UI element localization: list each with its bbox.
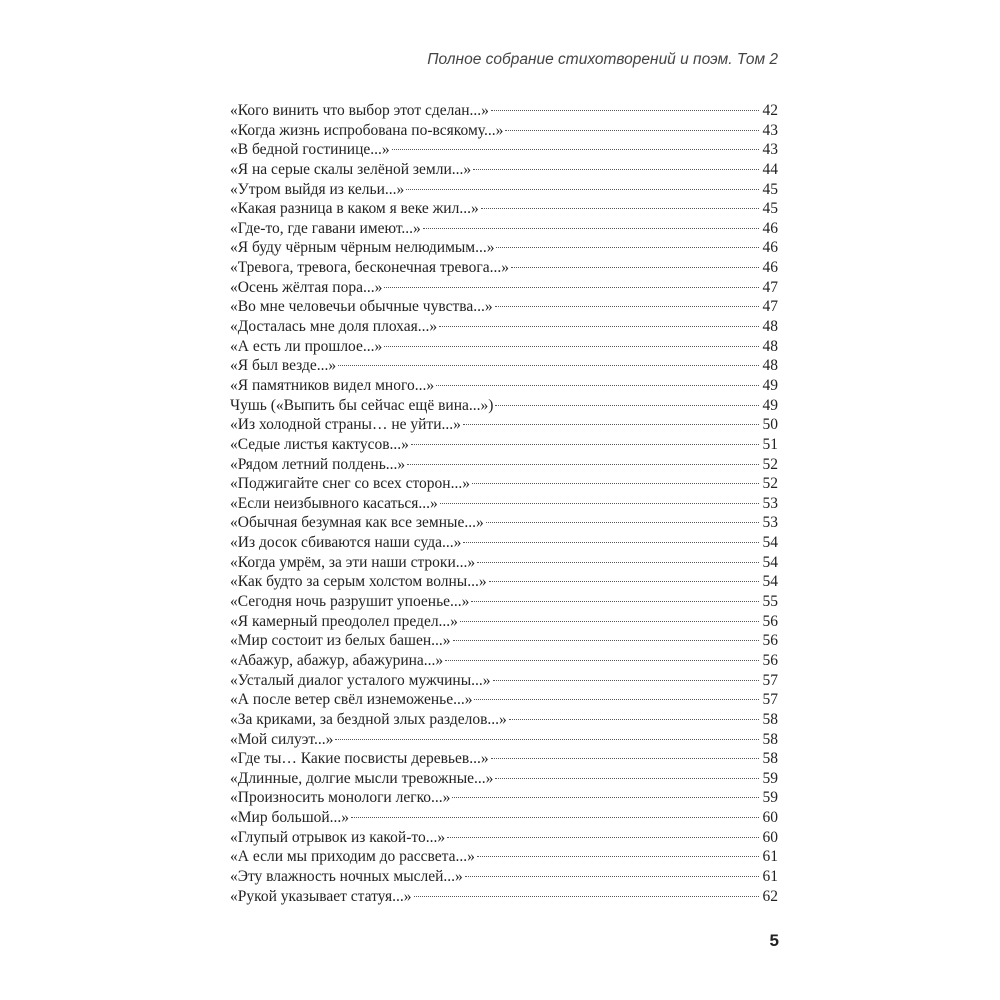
toc-entry (230, 631, 778, 651)
toc-entry-title: «Я буду чёрным чёрным нелюдимым...» (230, 239, 495, 257)
dot-leader (436, 385, 759, 386)
toc-entry-page: 58 (762, 710, 778, 728)
toc-entry (230, 435, 778, 455)
toc-entry-title: «Мир большой...» (230, 809, 350, 827)
toc-entry-page: 59 (762, 789, 778, 807)
toc-entry (230, 455, 778, 475)
toc-entry-page: 50 (762, 416, 778, 434)
toc-entry-title: «Мир состоит из белых башен...» (230, 632, 451, 650)
toc-entry-page: 54 (762, 553, 778, 571)
toc-entry (230, 297, 778, 317)
toc-entry (230, 749, 778, 769)
toc-entry-page: 60 (762, 828, 778, 846)
dot-leader (447, 837, 759, 838)
toc-entry (230, 671, 778, 691)
toc-entry-page: 58 (762, 750, 778, 768)
toc-entry (230, 494, 778, 514)
running-header: Полное собрание стихотворений и поэм. Том 2 (427, 51, 778, 68)
dot-leader (477, 856, 759, 857)
toc-entry-page: 57 (762, 671, 778, 689)
dot-leader (474, 699, 759, 700)
toc-entry-title: «Когда умрём, за эти наши строки...» (230, 553, 476, 571)
toc-entry-page: 48 (762, 357, 778, 375)
dot-leader (384, 346, 759, 347)
toc-entry-title: «Обычная безумная как все земные...» (230, 514, 484, 532)
toc-entry-page: 53 (762, 494, 778, 512)
dot-leader (414, 896, 759, 897)
toc-entry-title: «Абажур, абажур, абажурина...» (230, 651, 444, 669)
dot-leader (505, 130, 759, 131)
toc-entry-page: 46 (762, 239, 778, 257)
toc-entry-title: «Утром выйдя из кельи...» (230, 180, 405, 198)
toc-entry-page: 56 (762, 612, 778, 630)
toc-entry-page: 56 (762, 632, 778, 650)
toc-entry-page: 57 (762, 691, 778, 709)
toc-entry-title: «Я был везде...» (230, 357, 337, 375)
toc-entry-title: «Какая разница в каком я веке жил...» (230, 200, 479, 218)
toc-entry-title: «А есть ли прошлое...» (230, 337, 383, 355)
toc-entry-title: «Как будто за серым холстом волны...» (230, 573, 487, 591)
toc-entry-title: «За криками, за бездной злых разделов...» (230, 710, 507, 728)
toc-entry (230, 847, 778, 867)
toc-entry-page: 53 (762, 514, 778, 532)
toc-entry-title: «Если неизбывного касаться...» (230, 494, 438, 512)
toc-entry-page: 61 (762, 867, 778, 885)
toc-entry-page: 62 (762, 887, 778, 905)
toc-entry-page: 45 (762, 180, 778, 198)
toc-entry-title: «Поджигайте снег со всех сторон...» (230, 475, 470, 493)
toc-entry-title: «Я камерный преодолел предел...» (230, 612, 458, 630)
dot-leader (465, 876, 759, 877)
dot-leader (477, 562, 759, 563)
toc-entry (230, 710, 778, 730)
toc-entry-page: 47 (762, 278, 778, 296)
toc-entry-title: «Длинные, долгие мысли тревожные...» (230, 769, 494, 787)
dot-leader (463, 542, 759, 543)
toc-entry (230, 238, 778, 258)
dot-leader (509, 719, 759, 720)
toc-entry-title: «Кого винить что выбор этот сделан...» (230, 102, 489, 119)
toc-entry-title: «Я на серые скалы зелёной земли...» (230, 160, 472, 178)
toc-entry-title: «Из холодной страны… не уйти...» (230, 416, 461, 434)
toc-entry-page: 61 (762, 848, 778, 866)
toc-entry (230, 612, 778, 632)
toc-entry (230, 101, 778, 121)
toc-entry-title: «Седые листья кактусов...» (230, 435, 409, 453)
dot-leader (491, 758, 759, 759)
toc-entry-page: 43 (762, 121, 778, 139)
toc-entry-title: «Когда жизнь испробована по-всякому...» (230, 121, 504, 139)
toc-entry-title: «Досталась мне доля плохая...» (230, 318, 438, 336)
toc-entry (230, 572, 778, 592)
toc-entry (230, 769, 778, 789)
toc-entry-title: «Произносить монологи легко...» (230, 789, 451, 807)
dot-leader (351, 817, 759, 818)
dot-leader (335, 739, 759, 740)
toc-entry (230, 180, 778, 200)
toc-entry (230, 121, 778, 141)
toc-entry-page: 46 (762, 219, 778, 237)
dot-leader (511, 267, 759, 268)
dot-leader (471, 601, 759, 602)
dot-leader (445, 660, 759, 661)
toc-entry-title: «Мой силуэт...» (230, 730, 334, 748)
toc-entry (230, 808, 778, 828)
dot-leader (439, 326, 759, 327)
dot-leader (423, 228, 759, 229)
toc-entry (230, 887, 778, 907)
toc-entry-page: 47 (762, 298, 778, 316)
dot-leader (384, 287, 759, 288)
dot-leader (460, 621, 759, 622)
toc-entry-page: 52 (762, 475, 778, 493)
dot-leader (495, 778, 759, 779)
toc-entry-page: 49 (762, 396, 778, 414)
toc-entry (230, 592, 778, 612)
toc-entry-title: «Из досок сбиваются наши суда...» (230, 534, 462, 552)
dot-leader (407, 464, 759, 465)
toc-entry (230, 258, 778, 278)
toc-entry-title: «Где ты… Какие посвисты деревьев...» (230, 750, 489, 768)
dot-leader (338, 365, 759, 366)
toc-entry (230, 396, 778, 416)
toc-entry-page: 60 (762, 809, 778, 827)
dot-leader (411, 444, 759, 445)
toc-entry-page: 59 (762, 769, 778, 787)
toc-entry-title: «Где-то, где гавани имеют...» (230, 219, 421, 237)
toc-entry-title: «Рукой указывает статуя...» (230, 887, 412, 905)
toc-entry (230, 376, 778, 396)
toc-entry-page: 48 (762, 318, 778, 336)
toc-entry-title: «А если мы приходим до рассвета...» (230, 848, 475, 866)
toc-entry (230, 828, 778, 848)
dot-leader (453, 640, 760, 641)
toc-entry-page: 51 (762, 435, 778, 453)
toc-entry (230, 219, 778, 239)
toc-entry-title: «Тревога, тревога, бесконечная тревога...» (230, 259, 509, 277)
dot-leader (406, 189, 759, 190)
dot-leader (486, 522, 759, 523)
toc-entry-page: 45 (762, 200, 778, 218)
toc-entry-page: 49 (762, 376, 778, 394)
toc-entry-page: 43 (762, 141, 778, 159)
toc-entry-page: 42 (762, 102, 778, 119)
toc-entry-title: «Сегодня ночь разрушит упоенье...» (230, 593, 470, 611)
dot-leader (473, 169, 759, 170)
dot-leader (493, 680, 760, 681)
toc-entry (230, 474, 778, 494)
dot-leader (495, 405, 759, 406)
toc-entry (230, 730, 778, 750)
dot-leader (440, 503, 759, 504)
dot-leader (472, 483, 759, 484)
toc-entry (230, 160, 778, 180)
toc-entry-page: 48 (762, 337, 778, 355)
dot-leader (491, 110, 759, 111)
toc-entry (230, 278, 778, 298)
page-number: 5 (769, 931, 779, 950)
toc-entry (230, 651, 778, 671)
toc-entry-title: «Эту влажность ночных мыслей...» (230, 867, 463, 885)
toc-entry-title: «Я памятников видел много...» (230, 376, 435, 394)
toc-entry (230, 553, 778, 573)
toc-entry-page: 46 (762, 259, 778, 277)
toc-entry-page: 56 (762, 651, 778, 669)
toc-entry-title: «А после ветер свёл изнеможенье...» (230, 691, 473, 709)
toc-entry (230, 533, 778, 553)
toc-entry-title: «Рядом летний полдень...» (230, 455, 406, 473)
toc-entry-page: 52 (762, 455, 778, 473)
toc-entry (230, 415, 778, 435)
toc-entry-title: «Глупый отрывок из какой-то...» (230, 828, 446, 846)
toc-entry (230, 317, 778, 337)
toc-entry (230, 140, 778, 160)
dot-leader (463, 424, 759, 425)
dot-leader (496, 247, 759, 248)
toc-entry-page: 44 (762, 160, 778, 178)
dot-leader (495, 306, 759, 307)
toc-entry (230, 356, 778, 376)
toc-entry (230, 788, 778, 808)
toc-entry-page: 54 (762, 534, 778, 552)
toc-entry (230, 690, 778, 710)
toc-entry (230, 513, 778, 533)
toc-entry (230, 867, 778, 887)
dot-leader (481, 208, 759, 209)
dot-leader (489, 581, 759, 582)
table-of-contents (230, 101, 778, 906)
toc-entry-title: «Осень жёлтая пора...» (230, 278, 383, 296)
dot-leader (392, 149, 759, 150)
toc-entry-title: «В бедной гостинице...» (230, 141, 390, 159)
toc-entry-page: 54 (762, 573, 778, 591)
dot-leader (452, 797, 759, 798)
toc-entry-title: «Во мне человечьи обычные чувства...» (230, 298, 493, 316)
toc-entry-page: 58 (762, 730, 778, 748)
toc-entry (230, 199, 778, 219)
toc-entry-title: «Усталый диалог усталого мужчины...» (230, 671, 491, 689)
toc-entry-title: Чушь («Выпить бы сейчас ещё вина...») (230, 396, 494, 414)
toc-entry (230, 337, 778, 357)
toc-entry-page: 55 (762, 593, 778, 611)
